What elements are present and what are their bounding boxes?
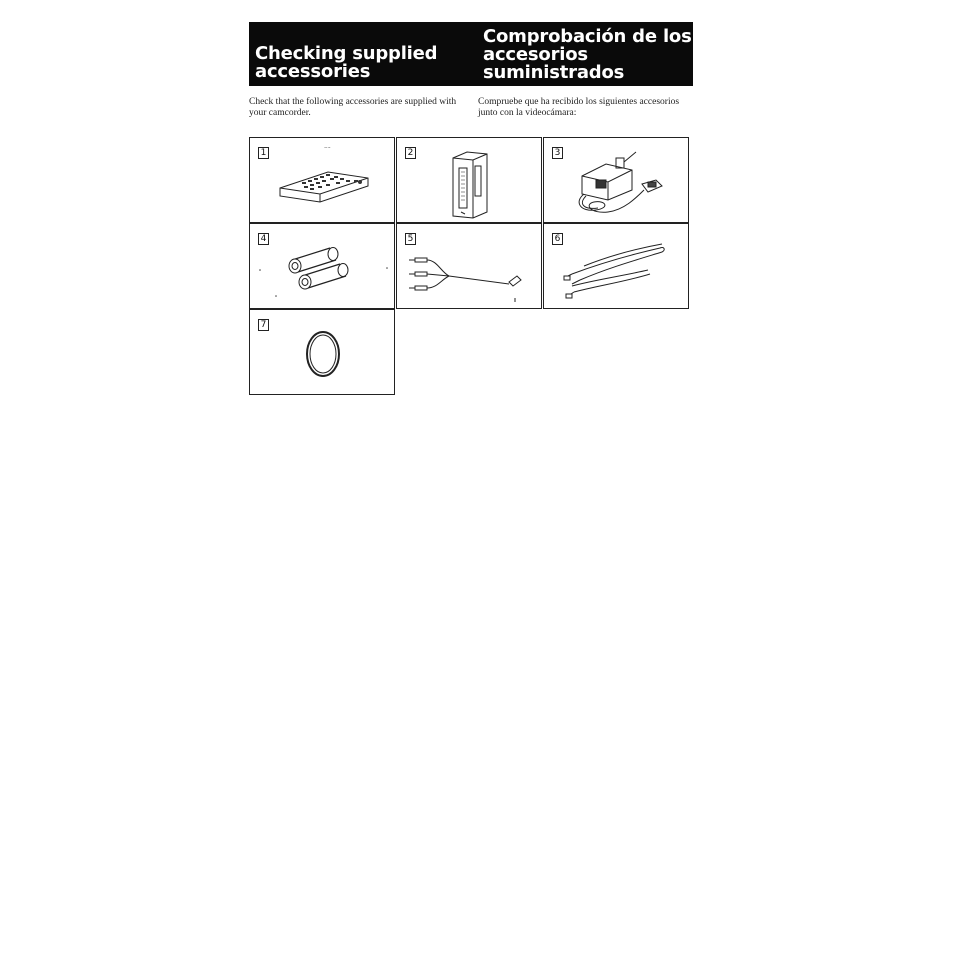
item-number-2: 2: [405, 147, 416, 159]
lens-filter-icon: [250, 310, 396, 396]
item-number-4: 4: [258, 233, 269, 245]
page-title-spanish: Comprobación de los accesorios suministrados: [483, 26, 692, 83]
av-cable-icon: [397, 224, 543, 310]
battery-pack-icon: [397, 138, 543, 224]
svg-text:~~: ~~: [324, 145, 331, 150]
accessory-item-7: [249, 309, 395, 395]
ac-adaptor-icon: [544, 138, 690, 224]
aa-batteries-icon: [250, 224, 396, 310]
accessory-item-5: [396, 223, 542, 309]
remote-commander-icon: [250, 138, 396, 224]
item-number-3: 3: [552, 147, 563, 159]
intro-text-spanish: Compruebe que ha recibido los siguientes accesorios junto con la videocámara:: [478, 97, 680, 118]
accessory-item-2: [396, 137, 542, 223]
page-title-english: Checking supplied accessories: [255, 43, 438, 82]
accessory-item-3: [543, 137, 689, 223]
shoulder-strap-icon: [544, 224, 690, 310]
item-number-5: 5: [405, 233, 416, 245]
item-number-7: 7: [258, 319, 269, 331]
accessory-item-4: [249, 223, 395, 309]
accessory-item-1: [249, 137, 395, 223]
item-number-6: 6: [552, 233, 563, 245]
accessory-item-6: [543, 223, 689, 309]
intro-text-english: Check that the following accessories are supplied with your camcorder.: [249, 97, 457, 118]
item-number-1: 1: [258, 147, 269, 159]
title-banner: [249, 22, 693, 86]
